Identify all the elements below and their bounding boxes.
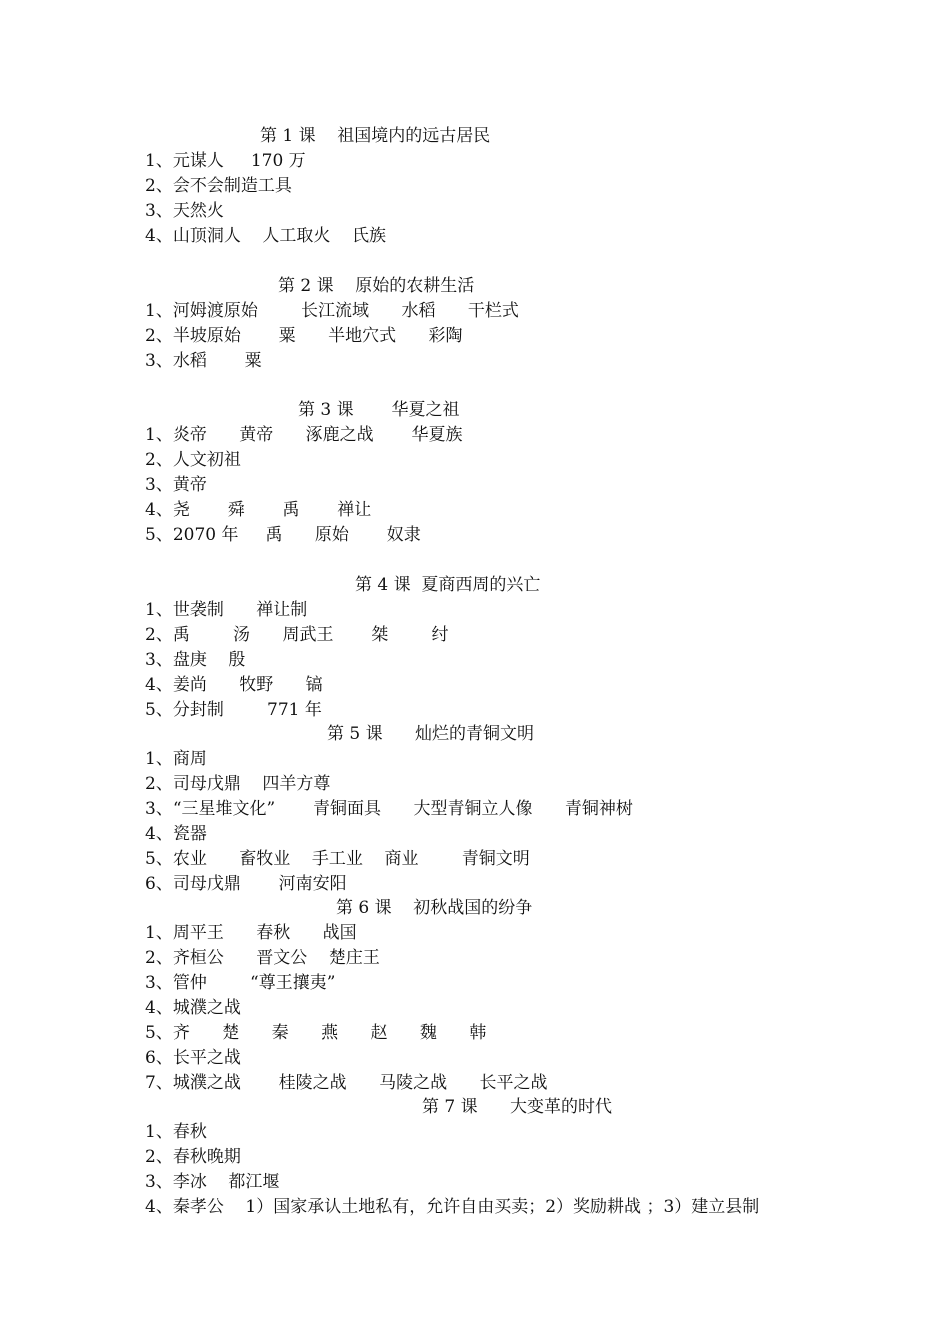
list-item: 3、黄帝 bbox=[145, 475, 207, 495]
list-item: 2、司母戊鼎 四羊方尊 bbox=[145, 774, 331, 794]
list-item: 3、水稻 粟 bbox=[145, 351, 262, 371]
list-item: 4、秦孝公 1）国家承认土地私有，允许自由买卖；2）奖励耕战 ；3）建立县制 bbox=[145, 1197, 760, 1217]
lesson-title: 第 3 课 华夏之祖 bbox=[298, 400, 460, 420]
list-item: 4、城濮之战 bbox=[145, 998, 241, 1018]
list-item: 4、山顶洞人 人工取火 氏族 bbox=[145, 226, 387, 246]
list-item: 3、李冰 都江堰 bbox=[145, 1172, 280, 1192]
list-item: 5、分封制 771 年 bbox=[145, 700, 322, 720]
list-item: 2、齐桓公 晋文公 楚庄王 bbox=[145, 948, 380, 968]
list-item: 6、司母戊鼎 河南安阳 bbox=[145, 874, 347, 894]
list-item: 4、瓷器 bbox=[145, 824, 207, 844]
list-item: 4、尧 舜 禹 禅让 bbox=[145, 500, 372, 520]
lesson-title: 第 6 课 初秋战国的纷争 bbox=[336, 898, 533, 918]
list-item: 1、炎帝 黄帝 涿鹿之战 华夏族 bbox=[145, 425, 463, 445]
list-item: 6、长平之战 bbox=[145, 1048, 241, 1068]
list-item: 1、春秋 bbox=[145, 1122, 207, 1142]
list-item: 2、人文初祖 bbox=[145, 450, 241, 470]
list-item: 1、周平王 春秋 战国 bbox=[145, 923, 357, 943]
list-item: 3、管仲 “尊王攘夷” bbox=[145, 973, 336, 993]
list-item: 2、会不会制造工具 bbox=[145, 176, 292, 196]
list-item: 1、世袭制 禅让制 bbox=[145, 600, 308, 620]
list-item: 1、河姆渡原始 长江流域 水稻 干栏式 bbox=[145, 301, 519, 321]
list-item: 7、城濮之战 桂陵之战 马陵之战 长平之战 bbox=[145, 1073, 548, 1093]
list-item: 2、春秋晚期 bbox=[145, 1147, 241, 1167]
list-item: 2、禹 汤 周武王 桀 纣 bbox=[145, 625, 449, 645]
list-item: 5、齐 楚 秦 燕 赵 魏 韩 bbox=[145, 1023, 487, 1043]
lesson-title: 第 1 课 祖国境内的远古居民 bbox=[260, 126, 491, 146]
list-item: 3、天然火 bbox=[145, 201, 224, 221]
list-item: 1、商周 bbox=[145, 749, 207, 769]
list-item: 3、“三星堆文化” 青铜面具 大型青铜立人像 青铜神树 bbox=[145, 799, 633, 819]
lesson-title: 第 2 课 原始的农耕生活 bbox=[278, 276, 475, 296]
list-item: 5、2070 年 禹 原始 奴隶 bbox=[145, 525, 421, 545]
list-item: 2、半坡原始 粟 半地穴式 彩陶 bbox=[145, 326, 463, 346]
lesson-title: 第 7 课 大变革的时代 bbox=[422, 1097, 613, 1117]
list-item: 3、盘庚 殷 bbox=[145, 650, 246, 670]
lesson-title: 第 5 课 灿烂的青铜文明 bbox=[327, 724, 535, 744]
list-item: 4、姜尚 牧野 镐 bbox=[145, 675, 323, 695]
list-item: 1、元谋人 170 万 bbox=[145, 151, 306, 171]
lesson-title: 第 4 课 夏商西周的兴亡 bbox=[355, 575, 541, 595]
list-item: 5、农业 畜牧业 手工业 商业 青铜文明 bbox=[145, 849, 530, 869]
